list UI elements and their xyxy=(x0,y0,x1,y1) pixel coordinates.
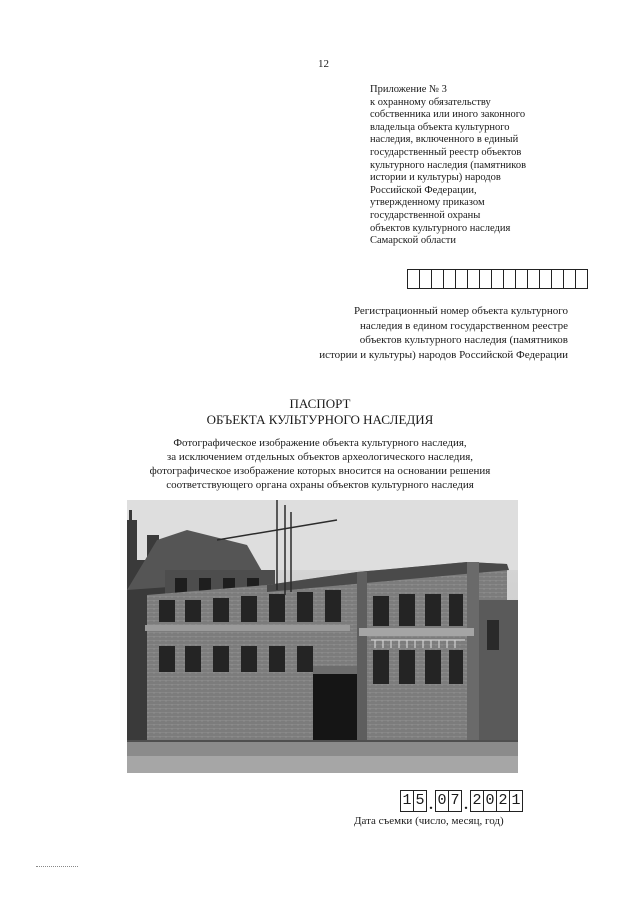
date-digit: 0 xyxy=(436,791,449,811)
registration-number-cell xyxy=(420,270,432,288)
title-line: ОБЪЕКТА КУЛЬТУРНОГО НАСЛЕДИЯ xyxy=(206,412,434,427)
appendix-line: истории и культуры) народов xyxy=(370,172,501,184)
registration-number-boxes xyxy=(407,269,588,289)
photo-caption-line: за исключением отдельных объектов археологического наследия, xyxy=(166,451,474,463)
registration-caption-line: наследия в едином государственном реестре xyxy=(360,319,568,332)
appendix-line: объектов культурного наследия xyxy=(370,222,511,234)
registration-number-cell xyxy=(444,270,456,288)
date-digit: 1 xyxy=(511,792,521,809)
date-digit: 7 xyxy=(450,792,460,809)
registration-caption xyxy=(319,304,568,362)
document-title xyxy=(0,396,640,428)
appendix-line: культурного наследия (памятников xyxy=(370,159,527,171)
appendix-line: наследия, включенного в единый xyxy=(370,134,519,146)
registration-number-cell xyxy=(528,270,540,288)
registration-number-cell xyxy=(576,270,587,288)
date-digit: 1 xyxy=(401,791,414,811)
photo-date-row xyxy=(400,790,523,812)
photo-caption-line: фотографическое изображение которых вносится на основании решения xyxy=(149,465,491,477)
appendix-line: к охранному обязательству xyxy=(370,96,491,108)
registration-number-cell xyxy=(516,270,528,288)
appendix-line: Самарской области xyxy=(370,235,456,247)
date-digit: 2 xyxy=(471,791,484,811)
appendix-line: утвержденному приказом xyxy=(370,197,485,209)
photo-caption-line: Фотографическое изображение объекта культурного наследия, xyxy=(173,437,467,449)
registration-number-cell xyxy=(504,270,516,288)
registration-number-cell xyxy=(480,270,492,288)
registration-number-cell xyxy=(492,270,504,288)
registration-number-cell xyxy=(456,270,468,288)
appendix-line: Российской Федерации, xyxy=(370,184,477,196)
appendix-line: государственной охраны xyxy=(370,209,481,221)
appendix-line: государственный реестр объектов xyxy=(370,146,522,158)
registration-number-cell xyxy=(552,270,564,288)
registration-number-cell xyxy=(564,270,576,288)
page-number: 12 xyxy=(318,58,329,70)
date-day-boxes xyxy=(400,790,427,812)
photo-caption xyxy=(0,436,640,492)
title-line: ПАСПОРТ xyxy=(289,396,351,411)
registration-number-cell xyxy=(432,270,444,288)
registration-caption-line: объектов культурного наследия (памятников xyxy=(359,334,568,346)
date-separator: . xyxy=(429,797,433,813)
appendix-line: владельца объекта культурного xyxy=(370,121,510,133)
date-digit: 0 xyxy=(484,791,497,811)
registration-caption-line: истории и культуры) народов Российской Федерации xyxy=(319,348,568,361)
date-separator: . xyxy=(464,797,468,813)
building-photo xyxy=(127,500,518,773)
date-month-boxes xyxy=(435,790,462,812)
date-year-boxes xyxy=(470,790,523,812)
registration-number-cell xyxy=(408,270,420,288)
footer-mark xyxy=(36,866,78,867)
appendix-header xyxy=(370,84,590,248)
appendix-line: собственника или иного законного xyxy=(370,109,526,121)
registration-number-cell xyxy=(540,270,552,288)
registration-caption-line: Регистрационный номер объекта культурного xyxy=(353,305,568,317)
photo-caption-line: соответствующего органа охраны объектов культурного наследия xyxy=(166,479,474,491)
registration-number-cell xyxy=(468,270,480,288)
date-caption: Дата съемки (число, месяц, год) xyxy=(354,815,504,827)
date-digit: 2 xyxy=(497,791,510,811)
date-digit: 5 xyxy=(415,792,425,809)
appendix-line: Приложение № 3 xyxy=(370,84,447,95)
